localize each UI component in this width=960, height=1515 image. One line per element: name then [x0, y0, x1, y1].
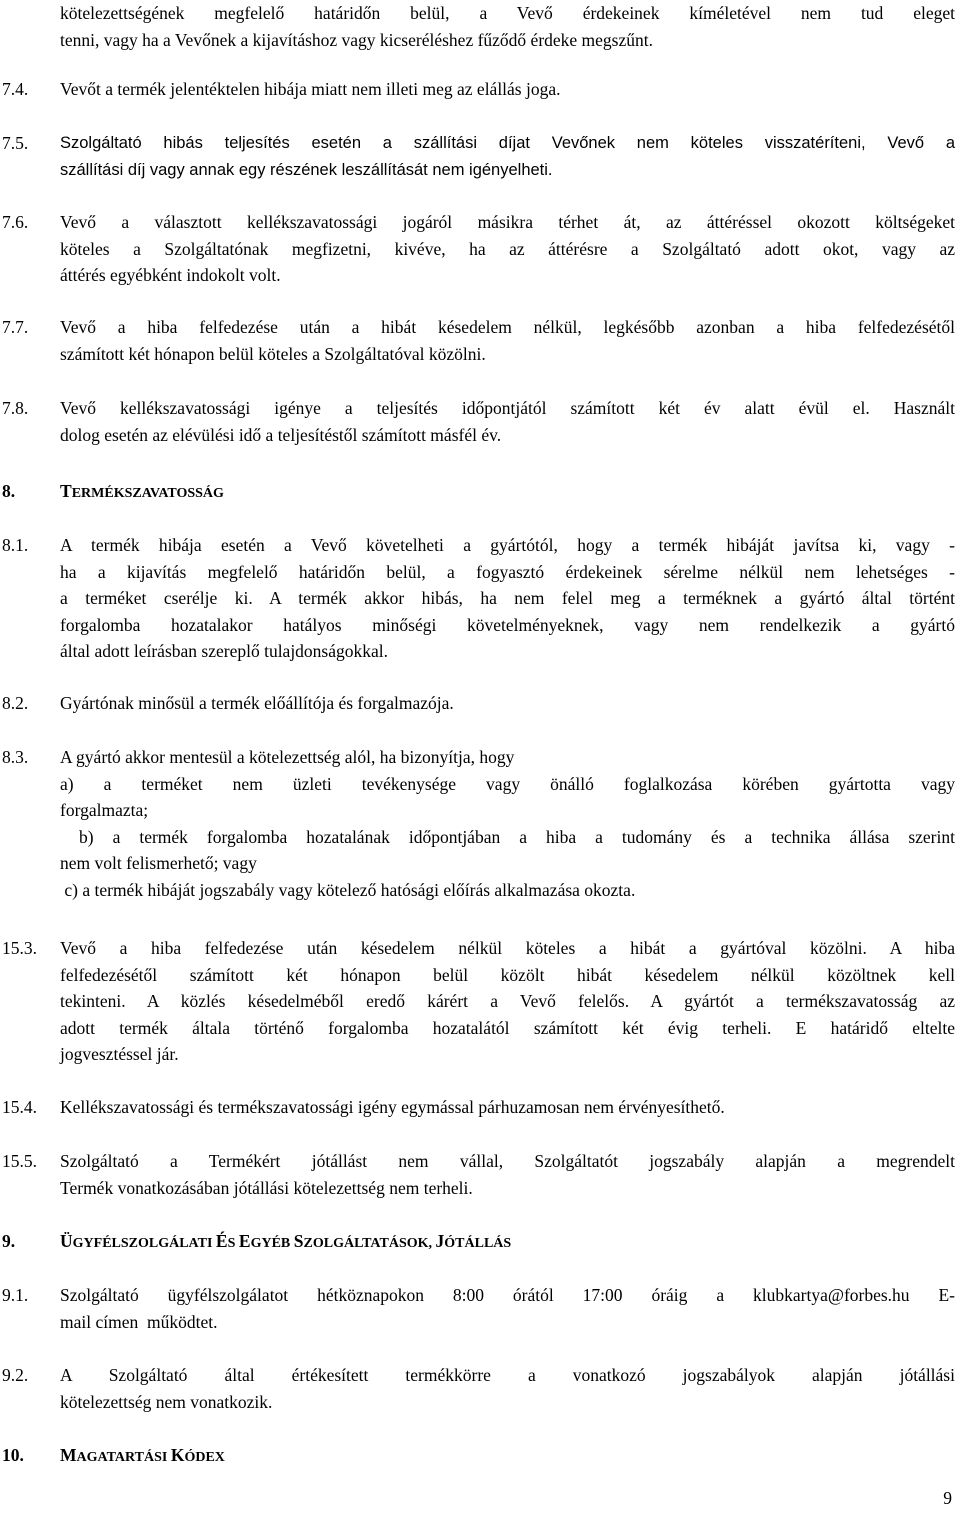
text-line: A gyártó akkor mentesül a kötelezettség alól, ha bizonyítja, hogy	[60, 747, 515, 767]
text-line: Szolgáltató hibás teljesítés esetén a szállítási díjat Vevőnek nem köteles visszatéríteni, Vevő a	[60, 134, 955, 152]
text-line: jogvesztéssel jár.	[60, 1044, 179, 1064]
section-number: 8.2.	[2, 693, 29, 713]
heading-number: 9.	[2, 1231, 16, 1251]
text-line: Kellékszavatossági és termékszavatossági igény egymással párhuzamosan nem érvényesíthető.	[60, 1097, 725, 1117]
text-line: szállítási díj vagy annak egy részének leszállítását nem igényelheti.	[60, 160, 553, 179]
paragraph-continuation	[60, 0, 955, 53]
text-line: A Szolgáltató által értékesített termékkörre a vonatkozó jogszabályok alapján jótállási	[60, 1365, 955, 1385]
text-line: tenni, vagy ha a Vevőnek a kijavításhoz vagy kicseréléshez fűződő érdeke megszűnt.	[60, 29, 654, 50]
section-number: 7.6.	[2, 212, 29, 232]
list-item-c: c) a termék hibáját jogszabály vagy kötelező hatósági előírás alkalmazása okozta.	[60, 879, 636, 900]
text-line: forgalomba hozatalakor hatályos minőségi követelményeknek, vagy nem rendelkezik a gyártó	[60, 614, 955, 635]
section-number: 7.7.	[2, 317, 29, 337]
text-line: áttérés egyébként indokolt volt.	[60, 265, 281, 285]
text-line: Szolgáltató ügyfélszolgálatot hétköznapokon 8:00 órától 17:00 óráig a klubkartya@forbes.hu E-	[60, 1285, 955, 1305]
heading-number: 8.	[2, 481, 16, 501]
text-line: dolog esetén az elévülési idő a teljesítéstől számított másfél év.	[60, 424, 502, 445]
paragraph-9-1	[60, 1282, 955, 1335]
text-line: forgalmazta;	[60, 800, 149, 820]
section-number: 8.3.	[2, 747, 29, 767]
section-heading-9: ÜGYFÉLSZOLGÁLATI ÉS EGYÉB SZOLGÁLTATÁSOK, JÓTÁLLÁS	[60, 1231, 512, 1251]
section-number: 8.1.	[2, 535, 29, 555]
paragraph-15-5	[60, 1148, 955, 1201]
text-line: a terméket cserélje ki. A termék akkor hibás, ha nem felel meg a terméknek a gyártó által történt	[60, 588, 955, 608]
text-line: Szolgáltató a Termékért jótállást nem vállal, Szolgáltatót jogszabály alapján a megrendelt	[60, 1151, 955, 1171]
section-number: 7.4.	[2, 79, 29, 99]
paragraph-9-2	[60, 1362, 955, 1415]
text-line: felfedezésétől számított két hónapon belül közölt hibát késedelem nélkül közöltnek kell	[60, 964, 955, 985]
section-number: 7.5.	[2, 133, 29, 153]
section-number: 7.8.	[2, 398, 29, 418]
section-number: 15.5.	[2, 1151, 37, 1171]
text-line: Termék vonatkozásában jótállási kötelezettség nem terheli.	[60, 1177, 473, 1198]
section-number: 9.1.	[2, 1285, 29, 1305]
text-line: adott termék általa történő forgalomba hozatalától számított két évig terheli. E határidő eltelte	[60, 1017, 955, 1038]
paragraph-7-6	[60, 209, 955, 289]
list-item-a: a) a terméket nem üzleti tevékenysége vagy önálló foglalkozása körében gyártotta vagy	[60, 773, 955, 794]
page-number: 9	[943, 1488, 952, 1508]
text-line: tekinteni. A közlés késedelméből eredő kárért a Vevő felelős. A gyártót a termékszavatosság az	[60, 991, 955, 1011]
heading-number: 10.	[2, 1445, 24, 1465]
list-item-b: b) a termék forgalomba hozatalának időpontjában a hiba a tudomány és a technika állása szerint	[60, 826, 955, 847]
text-line: Gyártónak minősül a termék előállítója és forgalmazója.	[60, 693, 454, 713]
paragraph-8-2	[60, 690, 955, 717]
paragraph-15-3	[60, 935, 955, 1068]
text-line: Vevőt a termék jelentéktelen hibája miatt nem illeti meg az elállás joga.	[60, 79, 561, 99]
text-line: Vevő kellékszavatossági igénye a teljesítés időpontjától számított két év alatt évül el. Használt	[60, 398, 955, 418]
text-line: kötelezettség nem vonatkozik.	[60, 1391, 273, 1412]
paragraph-8-1	[60, 532, 955, 665]
text-line: által adott leírásban szereplő tulajdonságokkal.	[60, 641, 389, 661]
text-line: A termék hibája esetén a Vevő követelheti a gyártótól, hogy a termék hibáját javítsa ki, vagy -	[60, 535, 955, 555]
paragraph-7-8	[60, 395, 955, 448]
section-number: 15.4.	[2, 1097, 37, 1117]
text-line: számított két hónapon belül köteles a Szolgáltatóval közölni.	[60, 343, 486, 364]
section-heading-8: TERMÉKSZAVATOSSÁG	[60, 481, 224, 501]
paragraph-7-4	[60, 76, 955, 103]
text-line: köteles a Szolgáltatónak megfizetni, kivéve, ha az áttérésre a Szolgáltató adott okot, vagy az	[60, 238, 955, 259]
section-heading-10: MAGATARTÁSI KÓDEX	[60, 1445, 225, 1465]
text-line: nem volt felismerhető; vagy	[60, 853, 257, 873]
paragraph-7-7	[60, 314, 955, 367]
section-number: 9.2.	[2, 1365, 29, 1385]
text-line: mail címen működtet.	[60, 1311, 218, 1332]
paragraph-15-4	[60, 1094, 955, 1121]
text-line: Vevő a hiba felfedezése után a hibát késedelem nélkül, legkésőbb azonban a hiba felfedezésétől	[60, 317, 955, 337]
text-line: Vevő a választott kellékszavatossági jogáról másikra térhet át, az áttéréssel okozott költségeket	[60, 212, 955, 232]
section-number: 15.3.	[2, 938, 37, 958]
text-line: kötelezettségének megfelelő határidőn belül, a Vevő érdekeinek kíméletével nem tud eleget	[60, 3, 955, 23]
paragraph-8-3	[60, 744, 955, 903]
text-line: ha a kijavítás megfelelő határidőn belül, a fogyasztó érdekeinek sérelme nélkül nem lehetséges -	[60, 561, 955, 582]
paragraph-7-5	[60, 130, 955, 183]
text-line: Vevő a hiba felfedezése után késedelem nélkül köteles a hibát a gyártóval közölni. A hiba	[60, 938, 955, 958]
